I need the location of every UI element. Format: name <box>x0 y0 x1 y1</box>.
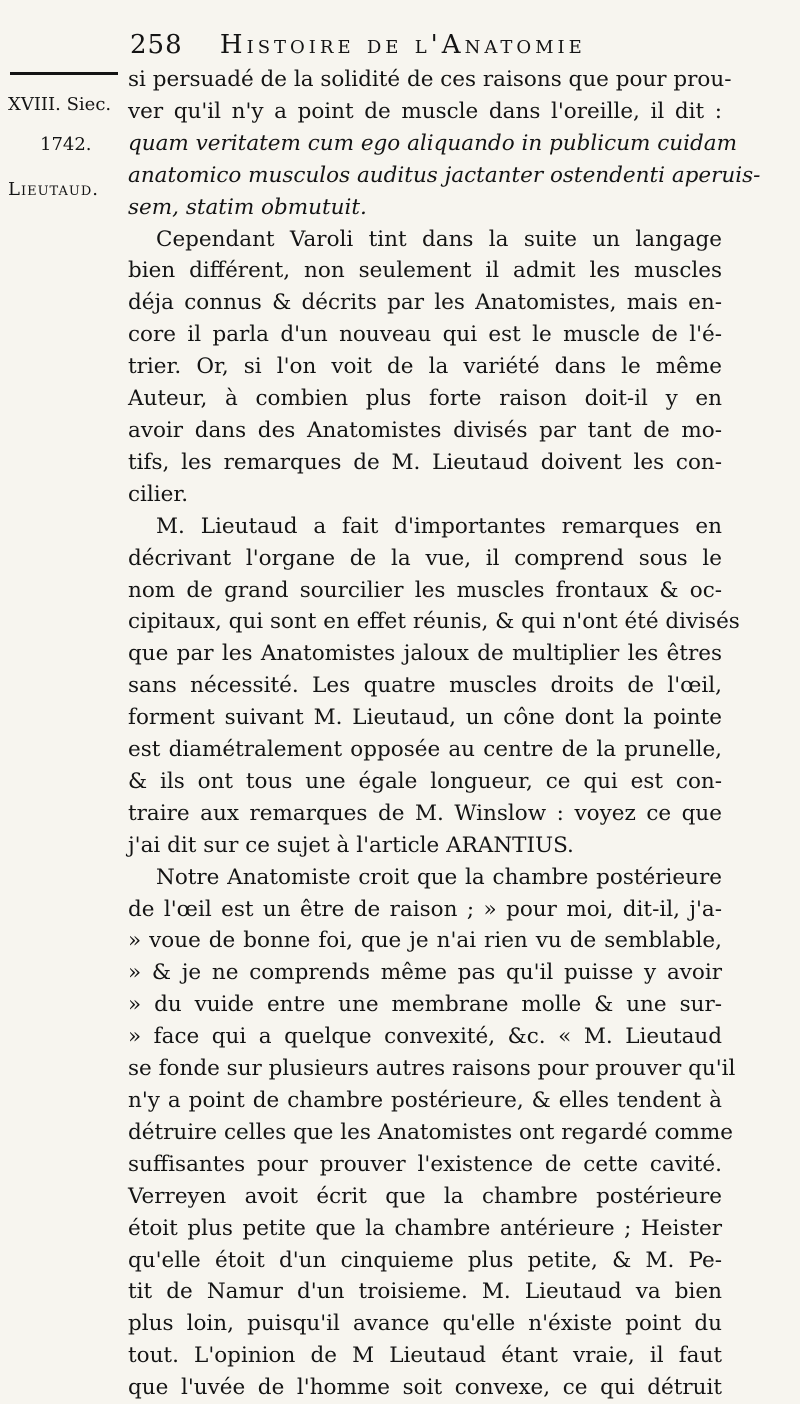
page-number: 258 <box>130 30 183 60</box>
text-line: quam veritatem cum ego aliquando in publicum cuidam <box>128 130 738 156</box>
text-line: core il parla d'un nouveau qui est le muscle de l'é- <box>128 322 722 348</box>
text-line: trier. Or, si l'on voit de la variété dans le même <box>128 354 722 380</box>
text-line: si persuadé de la solidité de ces raisons que pour prou- <box>128 67 732 92</box>
text-line: tit de Namur d'un troisieme. M. Lieutaud va bien <box>128 1279 722 1305</box>
text-line: suffisantes pour prouver l'existence de cette cavité. <box>128 1151 722 1177</box>
text-line: détruire celles que les Anatomistes ont regardé comme <box>128 1119 733 1145</box>
text-line: que par les Anatomistes jaloux de multiplier les êtres <box>128 641 722 667</box>
text-line: avoir dans des Anatomistes divisés par tant de mo- <box>128 417 722 443</box>
text-line: traire aux remarques de M. Winslow : voyez ce que <box>128 800 722 826</box>
text-line: tifs, les remarques de M. Lieutaud doivent les con- <box>128 449 722 475</box>
margin-year: 1742. <box>40 134 92 155</box>
text-line: Verreyen avoit écrit que la chambre postérieure <box>128 1183 722 1209</box>
margin-century: XVIII. Siec. <box>8 94 112 115</box>
text-line: Auteur, à combien plus forte raison doit-il y en <box>128 386 722 412</box>
body-text <box>128 64 761 1404</box>
text-line: » face qui a quelque convexité, &c. « M. Lieutaud <box>128 1024 722 1050</box>
text-line: anatomico musculos auditus jactanter ostendenti aperuis- <box>128 162 761 188</box>
text-line: sem, statim obmutuit. <box>128 194 367 220</box>
text-line: forment suivant M. Lieutaud, un cône dont la pointe <box>128 705 722 731</box>
running-title: Histoire de l'Anatomie <box>219 30 586 60</box>
text-line: » voue de bonne foi, que je n'ai rien vu de semblable, <box>128 928 722 954</box>
text-line: Cependant Varoli tint dans la suite un langage <box>156 226 722 252</box>
text-line: qu'elle étoit d'un cinquieme plus petite, & M. Pe- <box>128 1247 722 1273</box>
text-line: sans nécessité. Les quatre muscles droits de l'œil, <box>128 673 722 699</box>
text-line: » & je ne comprends même pas qu'il puisse y avoir <box>128 960 722 986</box>
text-line: que l'uvée de l'homme soit convexe, ce qui détruit <box>128 1375 722 1401</box>
text-line: de l'œil est un être de raison ; » pour moi, dit-il, j'a- <box>128 896 722 922</box>
text-line: décrivant l'organe de la vue, il comprend sous le <box>128 545 722 571</box>
header-rule <box>10 72 118 75</box>
text-line: déja connus & décrits par les Anatomistes, mais en- <box>128 290 722 316</box>
text-line: j'ai dit sur ce sujet à l'article ARANTIUS. <box>128 832 574 858</box>
text-line: cilier. <box>128 481 189 507</box>
text-line: tout. L'opinion de M Lieutaud étant vraie, il faut <box>128 1343 722 1369</box>
text-line: étoit plus petite que la chambre antérieure ; Heister <box>128 1215 722 1241</box>
text-line: M. Lieutaud a fait d'importantes remarques en <box>156 513 722 539</box>
text-line: est diamétralement opposée au centre de la prunelle, <box>128 737 722 763</box>
text-line: » du vuide entre une membrane molle & une sur- <box>128 992 722 1018</box>
text-line: n'y a point de chambre postérieure, & elles tendent à <box>128 1088 722 1113</box>
text-line: cipitaux, qui sont en effet réunis, & qui n'ont été divisés <box>128 609 740 635</box>
text-line: & ils ont tous une égale longueur, ce qui est con- <box>128 768 722 794</box>
text-line: se fonde sur plusieurs autres raisons pour prouver qu'il <box>128 1056 736 1082</box>
text-line: ver qu'il n'y a point de muscle dans l'oreille, il dit : <box>128 98 722 124</box>
text-line: Notre Anatomiste croit que la chambre postérieure <box>156 864 722 890</box>
margin-author: Lieutaud. <box>8 179 99 200</box>
text-line: nom de grand sourcilier les muscles frontaux & oc- <box>128 577 722 603</box>
running-header <box>130 30 750 60</box>
text-line: bien différent, non seulement il admit les muscles <box>128 258 722 284</box>
text-line: plus loin, puisqu'il avance qu'elle n'éxiste point du <box>128 1311 722 1337</box>
